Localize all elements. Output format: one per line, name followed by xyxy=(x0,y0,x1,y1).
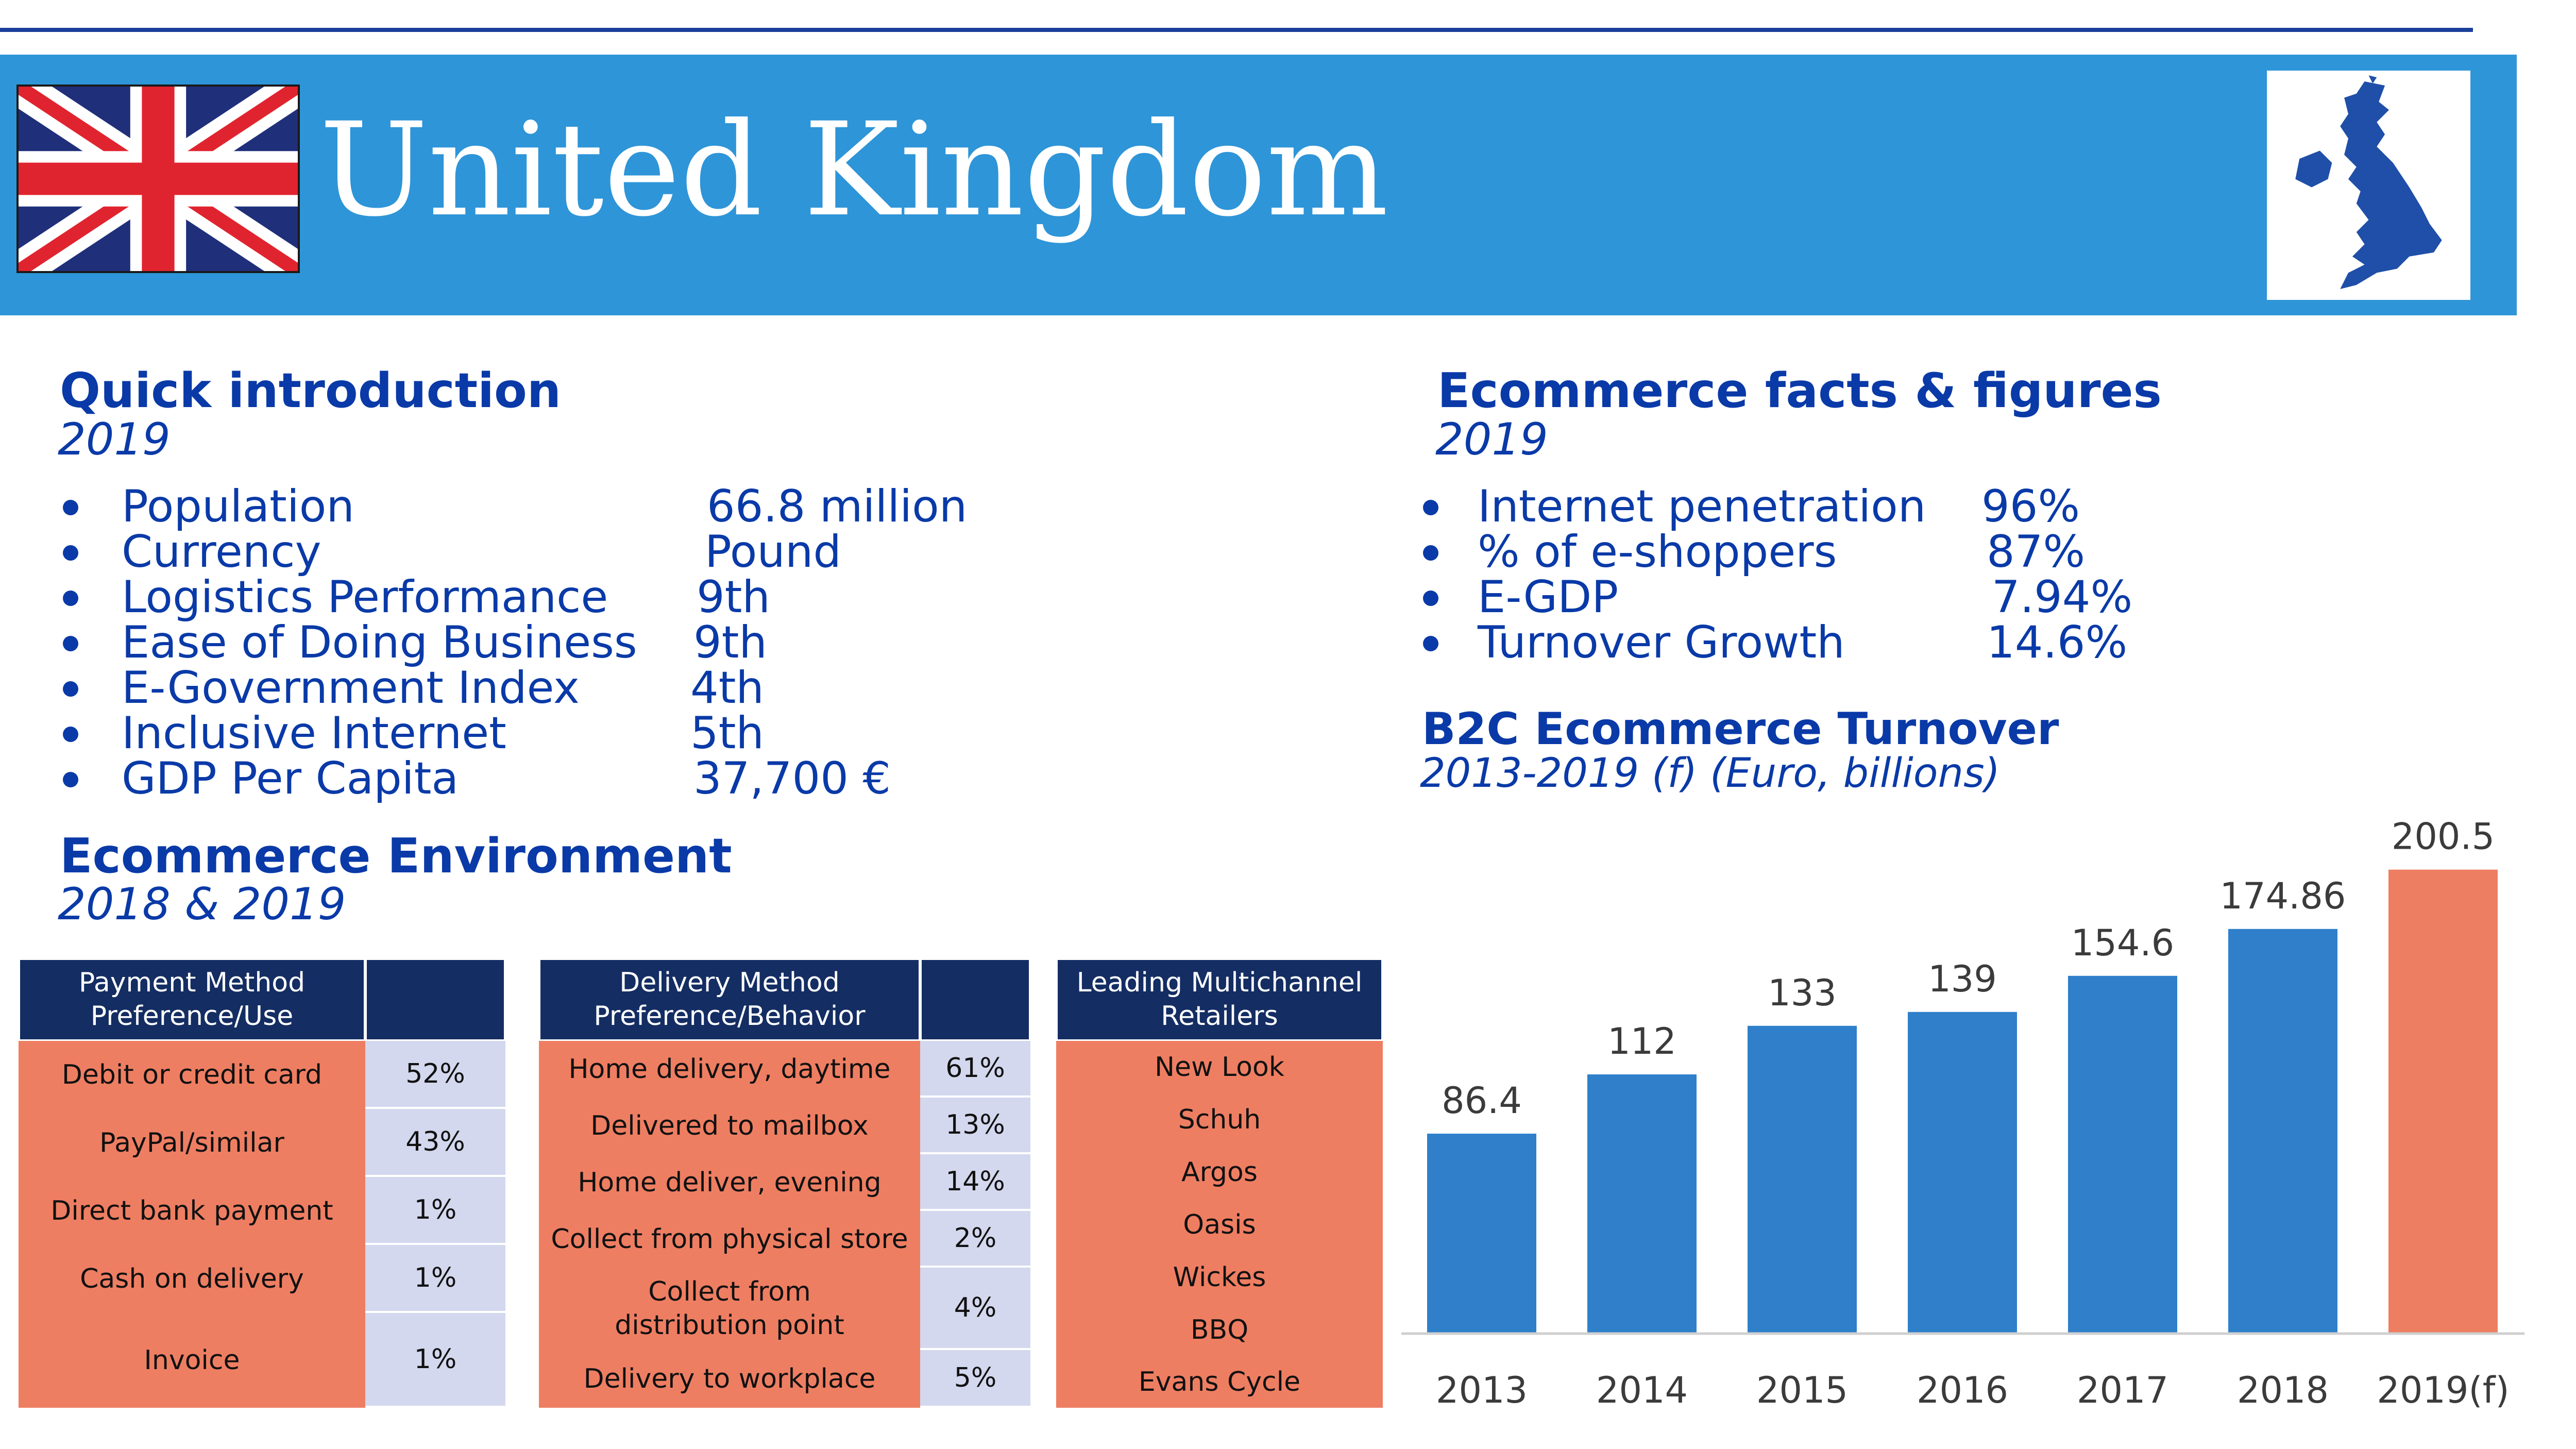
bar-2016 xyxy=(1908,1012,2017,1334)
retailer-item: Schuh xyxy=(1056,1093,1383,1146)
intro-value: 5th xyxy=(690,707,764,759)
payment-label: PayPal/similar xyxy=(19,1109,365,1177)
bar-value-label: 200.5 xyxy=(2391,815,2495,858)
bar-value-label: 154.6 xyxy=(2071,921,2175,964)
category-label: 2018 xyxy=(2236,1369,2329,1411)
environment-title: Ecommerce Environment xyxy=(60,828,732,884)
payment-table-header: Payment Method Preference/Use xyxy=(19,958,365,1041)
retailer-item: Oasis xyxy=(1056,1199,1383,1251)
intro-value: 37,700 € xyxy=(693,753,891,804)
bar-value-label: 139 xyxy=(1928,957,1997,1000)
retailer-item: Argos xyxy=(1056,1146,1383,1199)
payment-value: 1% xyxy=(365,1313,505,1408)
payment-value: 1% xyxy=(365,1177,505,1245)
facts-value: 7.94% xyxy=(1992,571,2133,623)
intro-label: Currency xyxy=(122,526,321,578)
facts-label: % of e-shoppers xyxy=(1478,526,1837,578)
intro-label: Population xyxy=(122,481,354,532)
delivery-value: 4% xyxy=(920,1268,1030,1350)
facts-label: E-GDP xyxy=(1478,571,1619,623)
delivery-label: Home delivery, daytime xyxy=(539,1041,920,1098)
retailer-item: New Look xyxy=(1056,1041,1383,1093)
facts-value: 96% xyxy=(1981,481,2080,532)
intro-label: Ease of Doing Business xyxy=(122,617,637,668)
intro-value: 9th xyxy=(693,617,767,668)
category-label: 2013 xyxy=(1435,1369,1528,1411)
category-label: 2019(f) xyxy=(2377,1369,2510,1411)
intro-value: 4th xyxy=(690,662,764,714)
payment-label: Direct bank payment xyxy=(19,1177,365,1245)
intro-value: Pound xyxy=(705,526,842,578)
bar-2017 xyxy=(2068,976,2177,1334)
delivery-value: 14% xyxy=(920,1154,1030,1211)
delivery-label: Delivered to mailbox xyxy=(539,1098,920,1154)
payment-value: 52% xyxy=(365,1041,505,1109)
retailer-item: Evans Cycle xyxy=(1056,1356,1383,1408)
delivery-label: Home deliver, evening xyxy=(539,1154,920,1211)
quick-intro-year: 2019 xyxy=(58,414,171,465)
facts-value: 14.6% xyxy=(1987,617,2128,668)
page-title: United Kingdom xyxy=(319,95,1388,245)
chart-subtitle: 2013-2019 (f) (Euro, billions) xyxy=(1420,750,2001,797)
retailer-item: Wickes xyxy=(1056,1251,1383,1304)
delivery-value: 5% xyxy=(920,1350,1030,1408)
delivery-table-header: Delivery Method Preference/Behavior xyxy=(539,958,920,1041)
intro-label: Logistics Performance xyxy=(122,571,608,623)
category-label: 2014 xyxy=(1596,1369,1688,1411)
payment-label: Debit or credit card xyxy=(19,1041,365,1109)
payment-label: Cash on delivery xyxy=(19,1245,365,1313)
bar-value-label: 133 xyxy=(1768,971,1837,1014)
delivery-value: 2% xyxy=(920,1211,1030,1268)
delivery-label: Collect from distribution point xyxy=(539,1268,920,1350)
intro-label: Inclusive Internet xyxy=(122,707,506,759)
delivery-value: 61% xyxy=(920,1041,1030,1098)
environment-years: 2018 & 2019 xyxy=(58,879,346,930)
bar-value-label: 86.4 xyxy=(1442,1080,1522,1122)
payment-label: Invoice xyxy=(19,1313,365,1408)
retailer-item: BBQ xyxy=(1056,1304,1383,1356)
facts-label: Turnover Growth xyxy=(1478,617,1845,668)
intro-label: GDP Per Capita xyxy=(122,753,459,804)
delivery-label: Collect from physical store xyxy=(539,1211,920,1268)
intro-label: E-Government Index xyxy=(122,662,580,714)
delivery-value: 13% xyxy=(920,1098,1030,1154)
category-label: 2016 xyxy=(1916,1369,2009,1411)
payment-value: 43% xyxy=(365,1109,505,1177)
facts-year: 2019 xyxy=(1435,414,1548,465)
quick-intro-title: Quick introduction xyxy=(60,363,562,418)
bar-2014 xyxy=(1587,1074,1697,1334)
delivery-label: Delivery to workplace xyxy=(539,1350,920,1408)
intro-value: 66.8 million xyxy=(707,481,968,532)
bar-2013 xyxy=(1427,1134,1536,1334)
bar-value-label: 112 xyxy=(1607,1020,1676,1063)
retailers-table-header: Leading Multichannel Retailers xyxy=(1056,958,1383,1041)
bar-2018 xyxy=(2228,929,2337,1334)
bar-value-label: 174.86 xyxy=(2219,874,2346,917)
category-label: 2015 xyxy=(1756,1369,1849,1411)
facts-title: Ecommerce facts & figures xyxy=(1437,363,2162,418)
facts-label: Internet penetration xyxy=(1478,481,1926,532)
intro-value: 9th xyxy=(697,571,770,623)
facts-value: 87% xyxy=(1987,526,2086,578)
bar-2019(f) xyxy=(2388,870,2498,1334)
category-label: 2017 xyxy=(2076,1369,2169,1411)
chart-title: B2C Ecommerce Turnover xyxy=(1422,703,2059,755)
payment-value: 1% xyxy=(365,1245,505,1313)
bar-2015 xyxy=(1748,1026,1857,1334)
